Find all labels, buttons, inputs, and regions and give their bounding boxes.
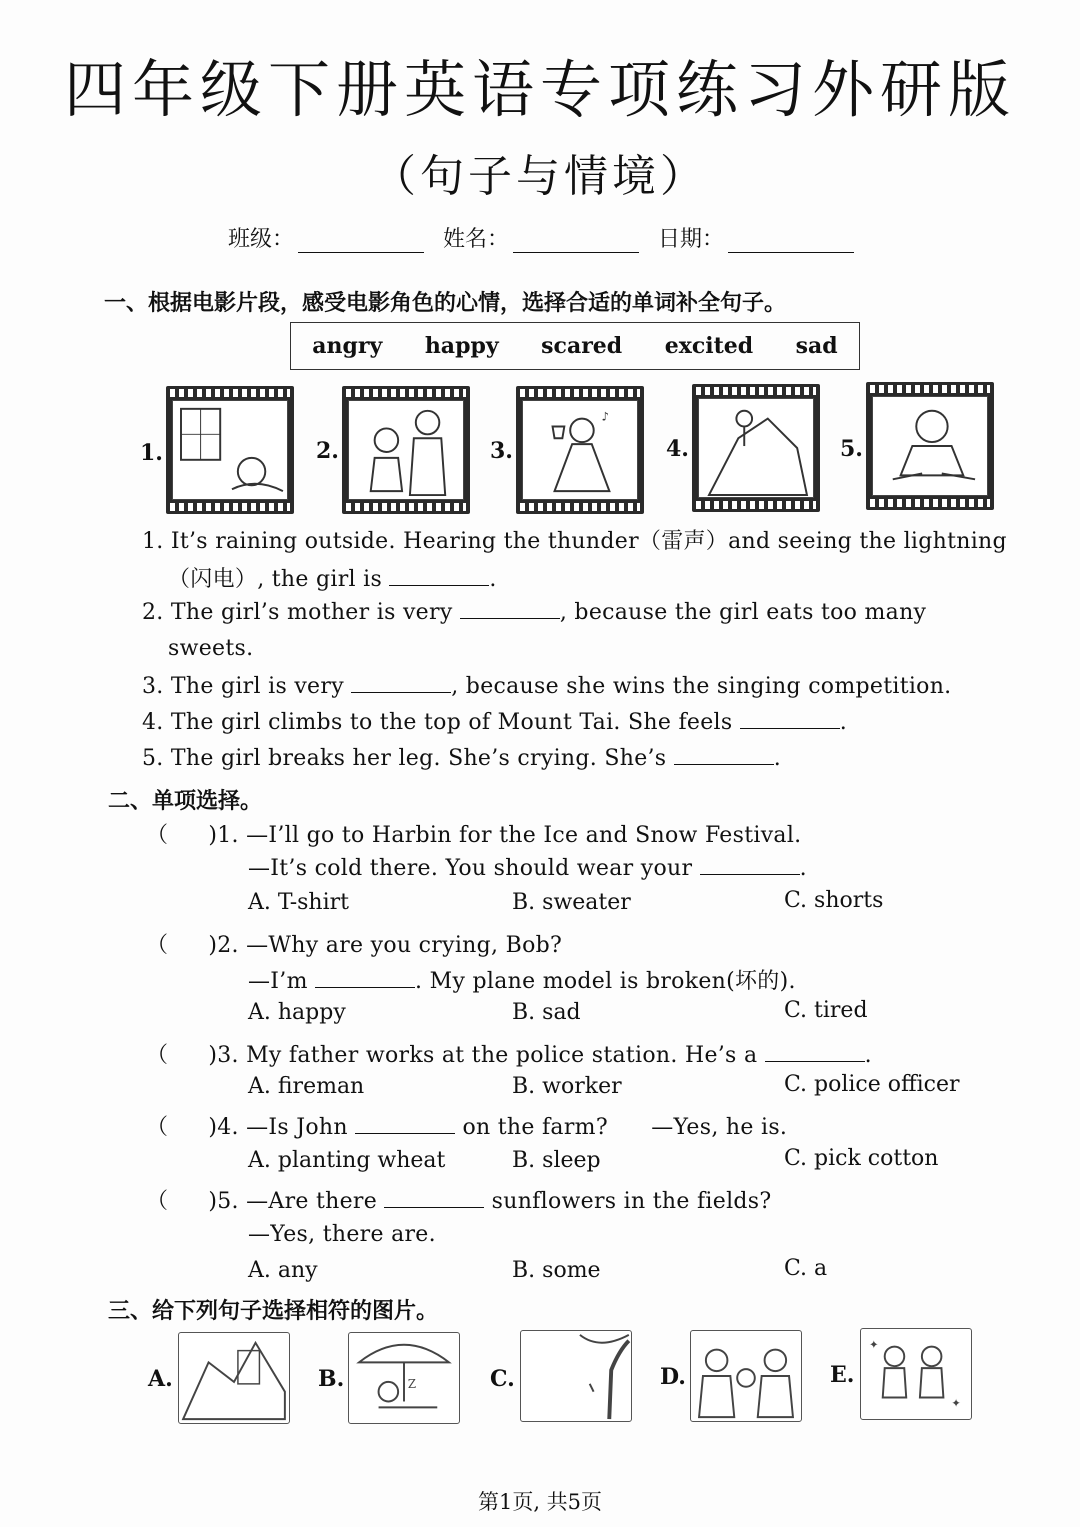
pic-label: D. (660, 1364, 686, 1390)
film-image-girl-crying (866, 382, 994, 510)
answer-paren[interactable]: （ (146, 1189, 169, 1214)
q1-option-c: C. shorts (784, 888, 884, 913)
q5-option-b: B. some (512, 1258, 601, 1283)
word-bank (290, 322, 860, 370)
q5-text: )5. —Are there (208, 1189, 378, 1214)
crying-girl-illustration (873, 397, 987, 495)
q2-line2 (248, 964, 796, 995)
picture-tree[interactable] (520, 1330, 632, 1422)
page-subtitle: （句子与情境） (372, 151, 708, 202)
q2-end: . My plane model is broken(坏的). (415, 969, 796, 994)
answer-blank[interactable] (674, 744, 774, 765)
q5-text-end: sunflowers in the fields? (491, 1189, 772, 1214)
s5-end: . (773, 746, 781, 771)
answer-paren[interactable]: （ (146, 933, 169, 958)
picture-mountain[interactable] (178, 1332, 290, 1424)
q4-option-a: A. planting wheat (248, 1148, 446, 1173)
q4-option-b: B. sleep (512, 1148, 601, 1173)
answer-blank[interactable] (384, 1187, 484, 1208)
section1-heading: 一、根据电影片段，感受电影角色的心情，选择合适的单词补全句子。 (104, 291, 787, 316)
film-image-girl-happy (516, 386, 644, 514)
word-bank-item: excited (664, 333, 754, 359)
q2-text: )2. —Why are you crying, Bob? (208, 933, 563, 958)
q3-option-a: A. fireman (248, 1074, 365, 1099)
section3-heading: 三、给下列句子选择相符的图片。 (108, 1299, 439, 1324)
q2-text-b: —I’m (248, 969, 308, 994)
girl-with-trophy-illustration (523, 401, 637, 499)
q2-option-b: B. sad (512, 1000, 581, 1025)
q3-text: )3. My father works at the police station. He’s a (208, 1043, 758, 1068)
q1-option-b: B. sweater (512, 890, 631, 915)
page-title: 四年级下册英语专项练习外研版 (63, 53, 1016, 126)
date-blank[interactable] (728, 230, 854, 253)
q1-line1 (146, 818, 801, 849)
picture-family[interactable] (690, 1330, 802, 1422)
class-label: 班级： (228, 227, 295, 252)
film-image-mount-tai (692, 384, 820, 512)
answer-blank[interactable] (700, 854, 800, 875)
svg-text:✦: ✦ (869, 1337, 879, 1352)
q2-line1 (146, 928, 562, 959)
film-label: 2. (316, 438, 339, 464)
umbrella-sleep-icon (349, 1333, 459, 1423)
q3-line1 (146, 1038, 872, 1069)
s4-line (142, 708, 847, 735)
s4-text: 4. The girl climbs to the top of Mount Tai. She feels (142, 710, 733, 735)
s1-line1: 1. It’s raining outside. Hearing the thunder（雷声）and seeing the lightning (142, 529, 1007, 554)
children-playing-icon (861, 1329, 971, 1419)
q4-text-mid: on the farm? (462, 1115, 608, 1140)
q5-option-a: A. any (248, 1258, 318, 1283)
pic-label: B. (318, 1366, 345, 1392)
film-label: 4. (666, 436, 689, 462)
q1-end: . (799, 856, 807, 881)
picture-children-playing[interactable] (860, 1328, 972, 1420)
q3-end: . (864, 1043, 872, 1068)
student-info-line (228, 222, 866, 253)
svg-text:✦: ✦ (951, 1396, 962, 1411)
answer-blank[interactable] (355, 1113, 455, 1134)
word-bank-item: scared (541, 333, 623, 359)
class-blank[interactable] (298, 230, 424, 253)
film-label: 5. (840, 436, 863, 462)
film-image-girl-scared (166, 386, 294, 514)
q4-option-c: C. pick cotton (784, 1146, 939, 1171)
q3-option-c: C. police officer (784, 1072, 960, 1097)
q1-text: )1. —I’ll go to Harbin for the Ice and Snow Festival. (208, 823, 802, 848)
q4-text: )4. —Is John (208, 1115, 348, 1140)
mountain-icon (179, 1333, 289, 1423)
film-label: 1. (140, 440, 163, 466)
answer-blank[interactable] (740, 708, 840, 729)
q1-option-a: A. T-shirt (248, 890, 349, 915)
name-blank[interactable] (513, 230, 639, 253)
s5-text: 5. The girl breaks her leg. She’s crying. She’s (142, 746, 667, 771)
s1-text: （闪电）, the girl is (168, 567, 383, 592)
pic-label: A. (148, 1366, 173, 1392)
q3-option-b: B. worker (512, 1074, 622, 1099)
film-image-mother-angry (342, 386, 470, 514)
s2-text: 2. The girl’s mother is very (142, 600, 453, 625)
pic-label: C. (490, 1366, 515, 1392)
answer-paren[interactable]: （ (146, 1115, 169, 1140)
q1-line2 (248, 854, 807, 881)
date-label: 日期： (658, 227, 725, 252)
s3-line (142, 672, 951, 699)
answer-blank[interactable] (765, 1041, 865, 1062)
q4-line1 (146, 1110, 787, 1141)
film-label: 3. (490, 438, 513, 464)
q2-option-a: A. happy (248, 1000, 346, 1025)
s1-line2 (168, 562, 497, 593)
answer-paren[interactable]: （ (146, 1043, 169, 1068)
s1-end: . (489, 567, 497, 592)
s2-line1 (142, 598, 926, 625)
answer-blank[interactable] (389, 565, 489, 586)
answer-paren[interactable]: （ (146, 823, 169, 848)
s4-end: . (839, 710, 848, 735)
mother-and-girl-illustration (349, 401, 463, 499)
page-number: 第1页, 共5页 (477, 1490, 603, 1514)
word-bank-item: angry (312, 333, 383, 359)
svg-text:♪: ♪ (601, 409, 610, 424)
answer-blank[interactable] (351, 672, 451, 693)
answer-blank[interactable] (460, 598, 560, 619)
svg-text:Z: Z (407, 1376, 417, 1391)
picture-sleeping-under-umbrella[interactable] (348, 1332, 460, 1424)
name-label: 姓名： (443, 227, 510, 252)
q5-option-c: C. a (784, 1256, 828, 1281)
q1-text-b: —It’s cold there. You should wear your (248, 856, 693, 881)
word-bank-item: happy (424, 333, 499, 359)
word-bank-item: sad (795, 333, 838, 359)
tree-icon (521, 1331, 631, 1421)
s2-text-end: , because the girl eats too many (559, 600, 927, 625)
q2-option-c: C. tired (784, 998, 868, 1023)
q5-line2: —Yes, there are. (248, 1222, 436, 1247)
s3-text-end: , because she wins the singing competition. (451, 674, 952, 699)
answer-blank[interactable] (315, 967, 415, 988)
q5-line1 (146, 1184, 771, 1215)
pic-label: E. (830, 1362, 855, 1388)
s3-text: 3. The girl is very (142, 674, 344, 699)
family-icon (691, 1331, 801, 1421)
girl-on-mountain-illustration (699, 399, 813, 497)
q4-answer: —Yes, he is. (651, 1115, 788, 1140)
girl-in-bed-illustration (173, 401, 287, 499)
s5-line (142, 744, 781, 771)
section2-heading: 二、单项选择。 (108, 789, 263, 814)
s2-line2: sweets. (168, 636, 254, 661)
